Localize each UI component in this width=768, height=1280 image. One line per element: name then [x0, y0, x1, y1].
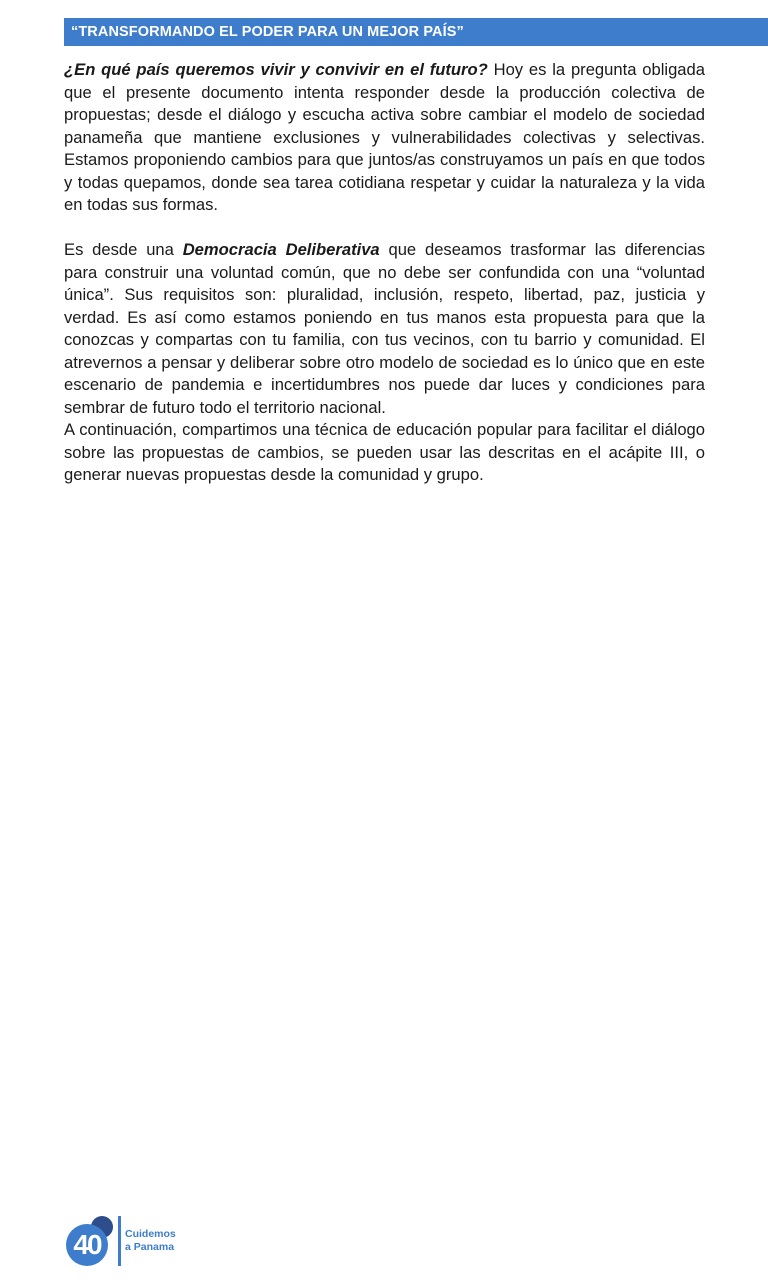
page-number-badge: 40 [66, 1224, 108, 1266]
lead-question: ¿En qué país queremos vivir y convivir en el futuro? [64, 60, 488, 79]
paragraph-democracy [64, 239, 705, 419]
paragraph-democracy-text: que deseamos trasformar las diferencias para construir una voluntad común, que no debe ser confundida con una “voluntad única”. Sus requisitos son: pluralidad, inclusión, respeto, libertad, paz, justicia y verdad. Es así como estamos poniendo en tus manos esta propuesta para que la conozcas y compartas con tu familia, con tus vecinos, con tu barrio y comunidad. El atrevernos a pensar y deliberar sobre otro modelo de sociedad es lo único que en este escenario de pandemia e incertidumbres nos puede dar luces y condiciones para sembrar de futuro todo el territorio nacional. [64, 240, 706, 417]
paragraph-technique: A continuación, compartimos una técnica de educación popular para facilitar el diálogo sobre las propuestas de cambios, se pueden usar las descritas en el acápite III, o generar nuevas propuestas desde la comunidad y grupo. [64, 420, 705, 484]
brand-logo-text [125, 1228, 176, 1254]
document-body [64, 59, 705, 487]
document-title: “TRANSFORMANDO EL PODER PARA UN MEJOR PAÍS” [71, 24, 464, 40]
brand-line-1: Cuidemos [125, 1228, 176, 1240]
footer-divider [118, 1216, 121, 1266]
paragraph-intro-text: Hoy es la pregunta obligada que el presente documento intenta responder desde la producción colectiva de propuestas; desde el diálogo y escucha activa sobre cambiar el modelo de sociedad panameña que mantiene exclusiones y vulnerabilidades colectivas y selectivas. Estamos proponiendo cambios para que juntos/as construyamos un país en que todos y todas quepamos, donde sea tarea cotidiana respetar y cuidar la naturaleza y la vida en todas sus formas. [64, 60, 705, 214]
brand-line-2: a Panama [125, 1241, 175, 1253]
paragraph-spacer [64, 217, 705, 240]
paragraph-intro [64, 59, 705, 217]
header-bar [64, 18, 768, 46]
page-footer [64, 1214, 204, 1268]
democracy-term: Democracia Deliberativa [182, 240, 380, 259]
paragraph-democracy-lead: Es desde una [64, 240, 183, 259]
